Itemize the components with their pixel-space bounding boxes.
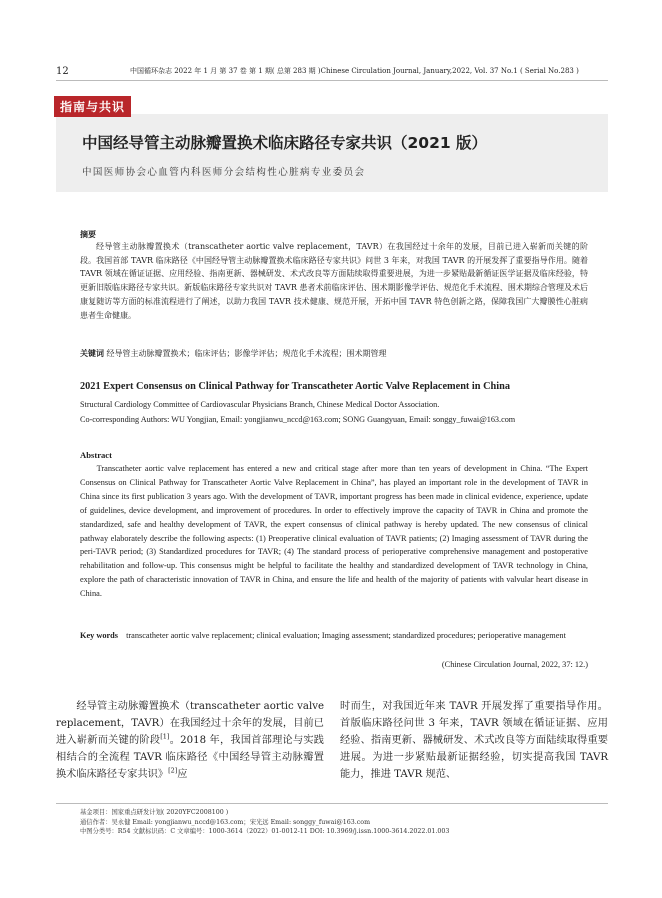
keywords-cn-label: 关键词 [80,349,104,358]
author-organization-cn: 中国医师协会心血管内科医师分会结构性心脏病专业委员会 [82,167,366,178]
running-head: 中国循环杂志 2022 年 1 月 第 37 卷 第 1 期( 总第 283 期 )Chinese Circulation Journal, January,2022, Vol. 37 No.1 ( Serial No.283 ) [130,67,579,75]
reference-marker[interactable]: [2] [168,766,178,775]
abstract-cn-text: 经导管主动脉瓣置换术（transcatheter aortic valve replacement，TAVR）在我国经过十余年的发展，目前已进入崭新而关键的阶段。我国首部 TAVR 临床路径《中国经导管主动脉瓣置换术临床路径专家共识》问世 3 年来，对我国 TAVR 的开展发挥了重要指导作用。随着 TAVR 领域在循证证据、应用经验、指南更新、器械研发、术式改良等方面陆续取得重要进展，为进一步紧贴最新循证医学证据及临床经验，特更新旧版临床路径专家共识。新版临床路径专家共识对 TAVR 患者术前临床评估、围术期影像学评估、规范化手术流程、围术期综合管理及术后康复随访等方面的标准流程进行了阐述，以助力我国 TAVR 技术健康、规范开展，开拓中国 TAVR 特色创新之路，保障我国广大瓣膜性心脏病患者生命健康。 [80,242,588,320]
author-organization-en: Structural Cardiology Committee of Cardiovascular Physicians Branch, Chinese Medical Doctor Association. [80,400,440,409]
keywords-en-text: transcatheter aortic valve replacement; clinical evaluation; Imaging assessment; standardized procedures; perioperative management [126,631,566,640]
footnote-divider [56,803,608,804]
keywords-en-label: Key words [80,631,119,640]
keywords-cn [80,348,588,359]
body-column-right [340,698,608,783]
abstract-en-text: Transcatheter aortic valve replacement has entered a new and critical stage after more than ten years of development in China. “The Expert Consensus on Clinical Pathway for Transcatheter Aortic Valve Replacement in China”, has played an important role in the development of TAVR in China since its first publication 3 years ago. With the development of TAVR, important progress has been made in clinical evidence, experience, update of guidelines, device development, and improvement of procedures. In order to effectively improve the capacity of TAVR in China and promote the standardized, safe and healthy development of TAVR, the expert consensus of clinical pathway is hereby updated. The new consensus of clinical pathway elaborately describe the following aspects: (1) Preoperative clinical evaluation of TAVR patients; (2) Imaging assessment of TAVR during the peri-TAVR period; (3) Standardized procedures for TAVR; (4) The standard process of perioperative comprehensive management and postoperative rehabilitation and follow-up. This consensus might be helpful to facilitate the healthy and standardized development of TAVR technology in China, explore the path of characteristic innovation of TAVR in China, and ensure the life and health of the majority of patients with valvular heart disease in China. [80,464,588,599]
abstract-cn [80,240,588,322]
title-banner [56,114,608,192]
keywords-cn-text: 经导管主动脉瓣置换术；临床评估；影像学评估；规范化手术流程；围术期管理 [106,349,387,358]
body-text: 应 [177,769,188,780]
footnotes [80,808,608,837]
abstract-en-heading: Abstract [80,450,112,460]
body-column-left [56,698,324,783]
corresponding-authors-en: Co-corresponding Authors: WU Yongjian, Email: yongjianwu_nccd@163.com; SONG Guangyuan, Email: songgy_fuwai@163.com [80,415,516,424]
footnote-correspondence: 通信作者：吴永健 Email: yongjianwu_nccd@163.com；宋光远 Email: songgy_fuwai@163.com [80,818,371,826]
page-number: 12 [56,66,69,77]
footnote-classification: 中图分类号：R54 文献标识码：C 文章编号：1000-3614（2022）01-0012-11 DOI: 10.3969/j.issn.1000-3614.2022.01.003 [80,828,450,835]
article-title-en: 2021 Expert Consensus on Clinical Pathway for Transcatheter Aortic Valve Replacement in China [80,381,510,392]
article-title-cn: 中国经导管主动脉瓣置换术临床路径专家共识（2021 版） [82,134,488,152]
body-text: 经导管主动脉瓣置换术（transcatheter aortic valve replacement，TAVR）在我国经过十余年的发展，目前已进入崭新而关键的阶段 [56,701,324,746]
reference-marker[interactable]: [1] [160,732,170,741]
footnote-fund: 基金项目：国家重点研发计划( 2020YFC2008100 ) [80,809,229,816]
body-text: 。2018 年，我国首部理论与实践相结合的全流程 TAVR 临床路径《中国经导管主动脉瓣置换术临床路径专家共识》 [56,735,324,780]
section-tag: 指南与共识 [54,96,131,117]
body-paragraph [56,698,324,783]
keywords-en [80,629,588,643]
header-divider [56,80,608,81]
abstract-cn-heading: 摘要 [80,230,96,239]
citation: (Chinese Circulation Journal, 2022, 37: 12.) [441,660,588,669]
body-paragraph: 时而生，对我国近年来 TAVR 开展发挥了重要指导作用。首版临床路径问世 3 年来，TAVR 领域在循证证据、应用经验、指南更新、器械研发、术式改良等方面陆续取得重要进展。为进一步紧贴最新证据经验，切实提高我国 TAVR 能力，推进 TAVR 规范、 [340,701,608,780]
abstract-en [80,462,588,601]
